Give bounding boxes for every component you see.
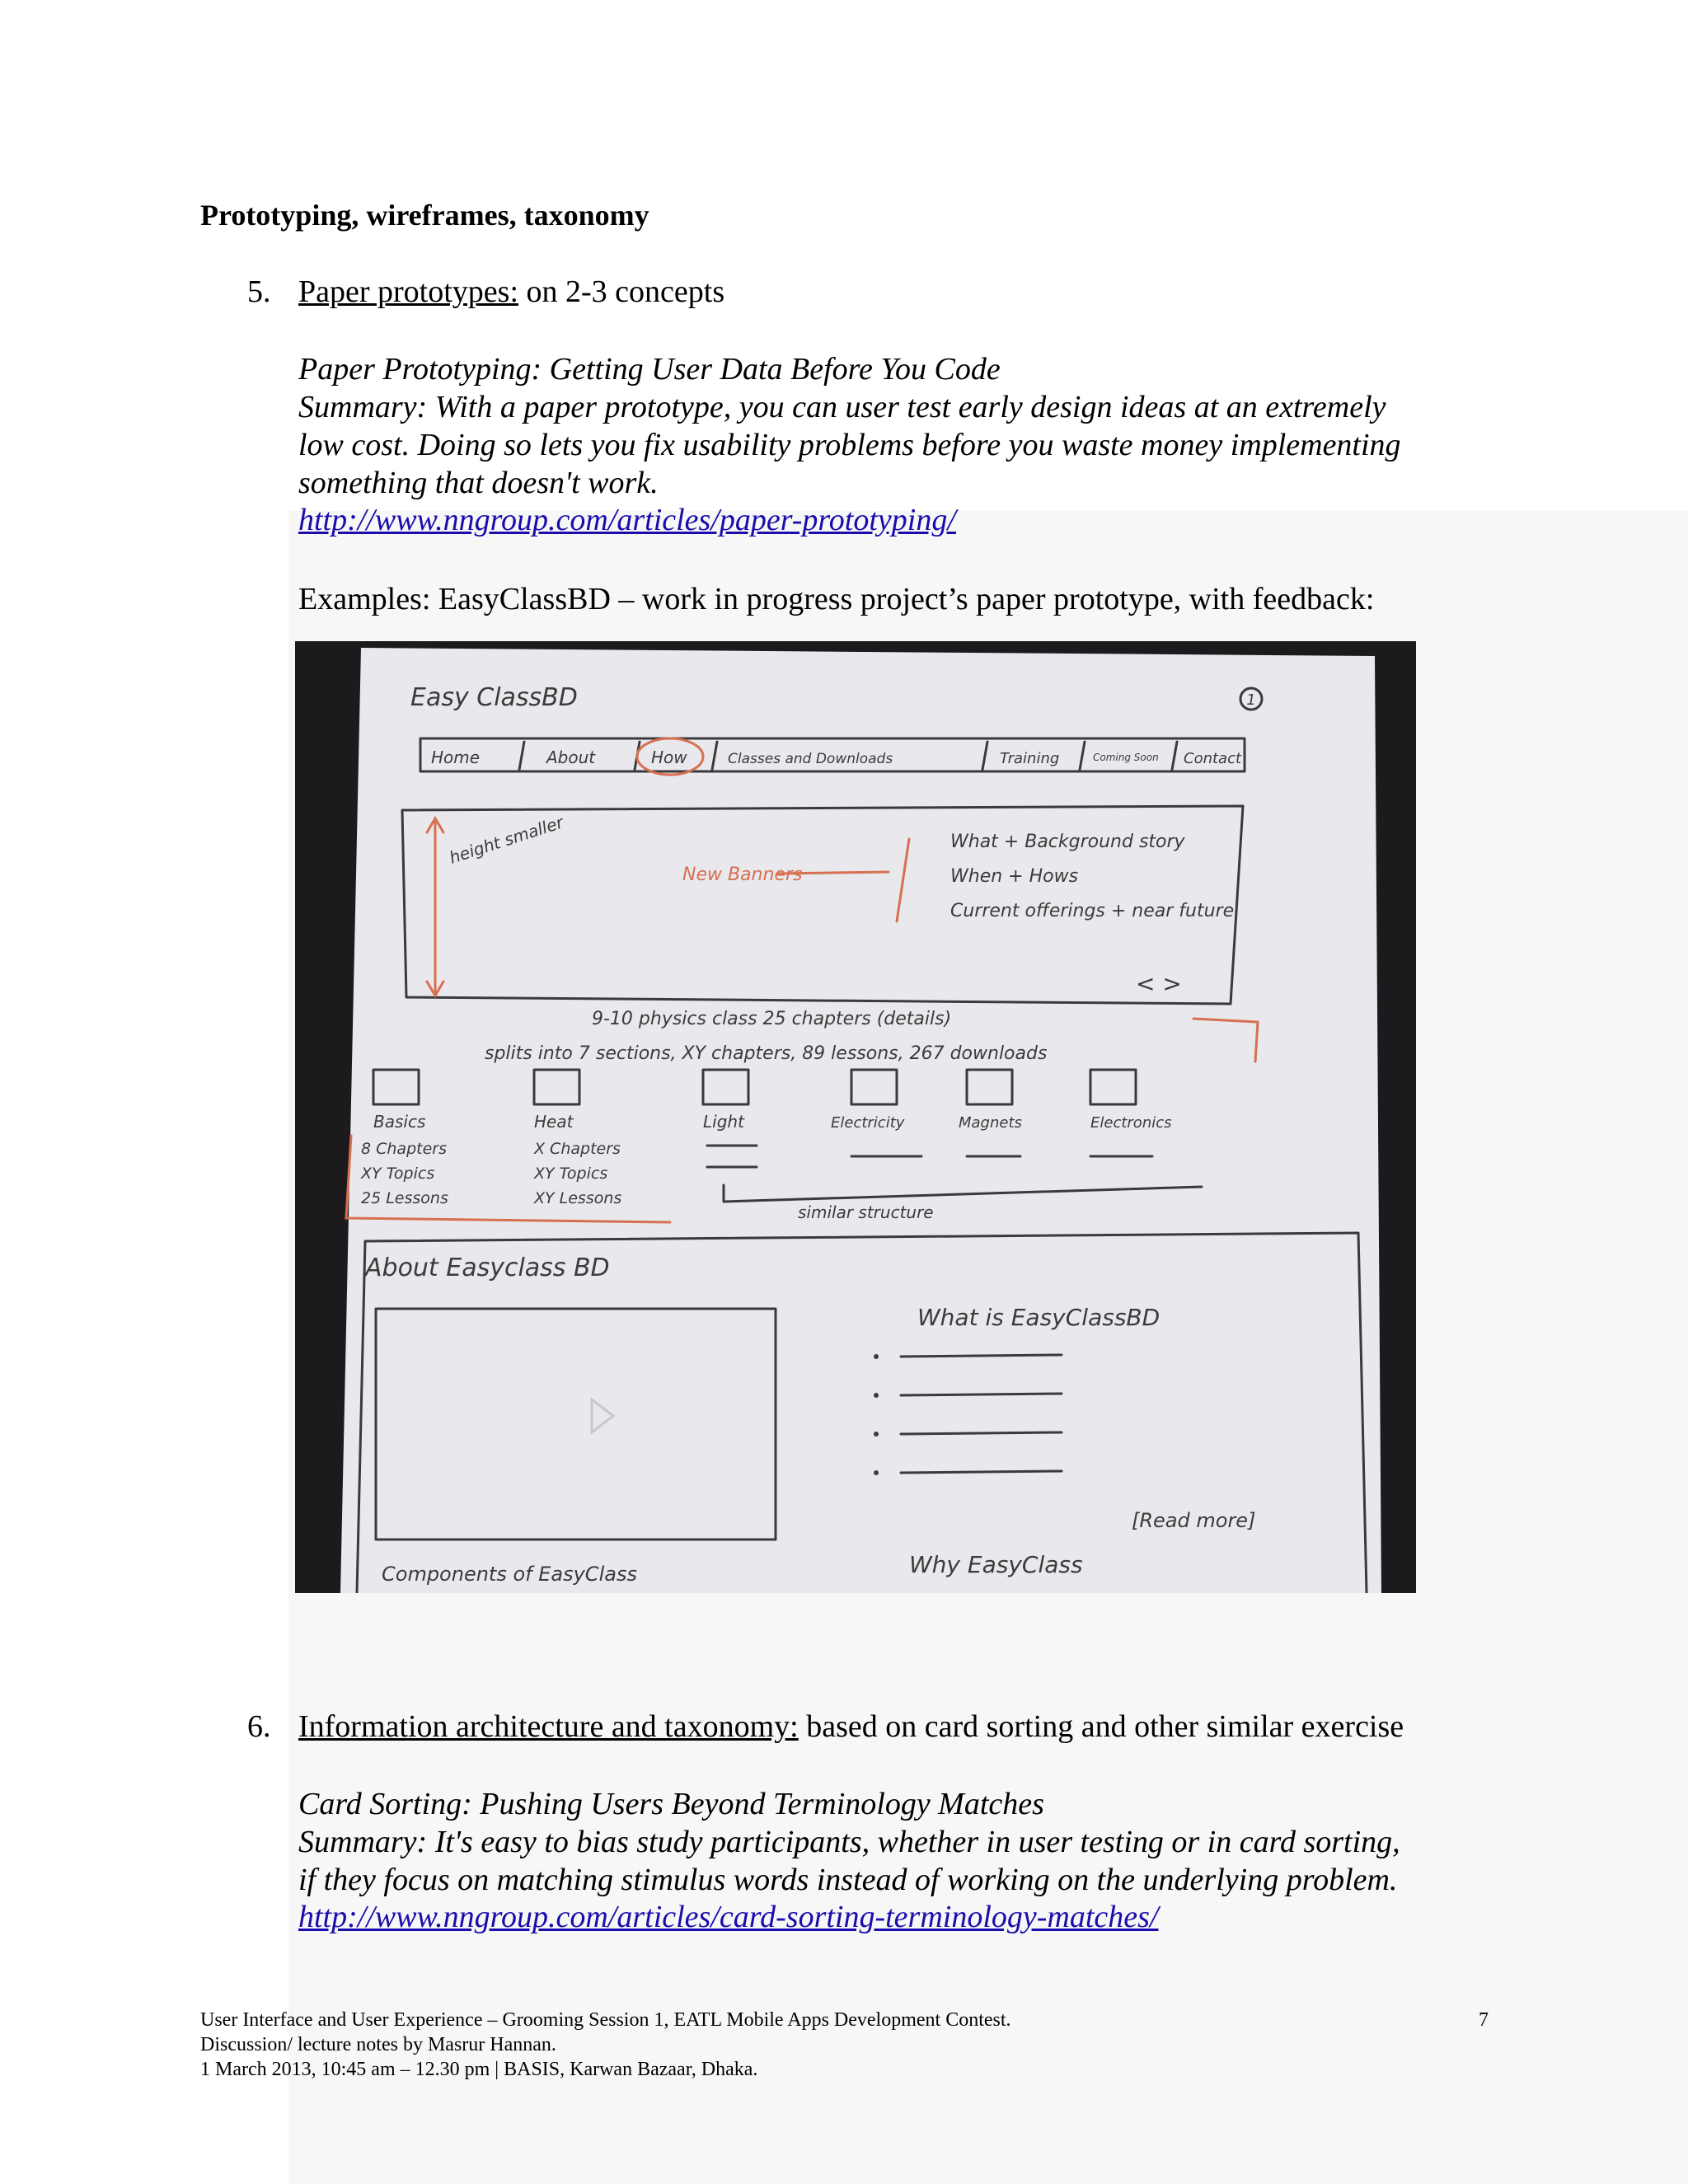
sketch-summary-line-1: 9-10 physics class 25 chapters (details) <box>592 1009 952 1029</box>
item-5-heading <box>298 274 724 310</box>
item-6-summary-line-1: Summary: It's easy to bias study participants, whether in user testing or in card sorting, <box>298 1825 1400 1859</box>
bullet <box>874 1470 879 1475</box>
item-5-article-title: Paper Prototyping: Getting User Data Before You Code <box>298 352 1001 387</box>
bullet-line <box>901 1355 1062 1357</box>
bullet-line <box>901 1394 1062 1395</box>
sketch-subject-heat: Heat <box>534 1112 574 1132</box>
item-6-article-title: Card Sorting: Pushing Users Beyond Terminology Matches <box>298 1787 1044 1821</box>
sketch-read-more: [Read more] <box>1132 1509 1256 1532</box>
sketch-components: Components of EasyClass <box>382 1563 637 1586</box>
item-6-heading <box>298 1708 1404 1745</box>
sketch-heat-topics: XY Topics <box>534 1165 608 1183</box>
banner-pointer-line <box>777 872 889 874</box>
sketch-subject-basics: Basics <box>373 1112 426 1132</box>
sketch-subject-light: Light <box>703 1112 744 1132</box>
item-5-summary-line-1: Summary: With a paper prototype, you can user test early design ideas at an extremely <box>298 390 1386 424</box>
sketch-summary-line-2: splits into 7 sections, XY chapters, 89 lessons, 267 downloads <box>485 1043 1048 1064</box>
sketch-banner-point-1: What + Background story <box>950 832 1185 852</box>
sketch-basics-chapters: 8 Chapters <box>361 1140 447 1158</box>
sketch-nav-classes: Classes and Downloads <box>728 751 893 767</box>
item-5-number: 5. <box>247 274 271 309</box>
bullet-line <box>901 1432 1062 1434</box>
bullet-line <box>901 1471 1062 1473</box>
item-5-summary-line-2: low cost. Doing so lets you fix usability problems before you waste money implementing <box>298 428 1401 462</box>
sketch-banner-arrows: < > <box>1136 970 1182 997</box>
sketch-why: Why EasyClass <box>909 1551 1083 1578</box>
sketch-basics-topics: XY Topics <box>361 1165 435 1183</box>
item-6-link[interactable]: http://www.nngroup.com/articles/card-sorting-terminology-matches/ <box>298 1900 1159 1934</box>
item-6-summary-line-2: if they focus on matching stimulus words instead of working on the underlying problem. <box>298 1863 1398 1897</box>
sketch-nav-training: Training <box>1000 750 1060 767</box>
sketch-about-title: About Easyclass BD <box>365 1254 610 1282</box>
item-5-examples: Examples: EasyClassBD – work in progress project’s paper prototype, with feedback: <box>298 582 1375 616</box>
paper-prototype-photo <box>295 641 1416 1593</box>
item-6-number: 6. <box>247 1709 271 1744</box>
paper-prototype-sketch <box>295 641 1416 1593</box>
section-heading: Prototyping, wireframes, taxonomy <box>200 199 649 232</box>
item-5-title: Paper prototypes: <box>298 274 519 309</box>
item-6-rest: based on card sorting and other similar exercise <box>798 1709 1404 1744</box>
sketch-subject-magnets: Magnets <box>959 1114 1022 1132</box>
sketch-nav-coming-soon: Coming Soon <box>1093 752 1159 763</box>
page-number: 7 <box>1479 2009 1489 2031</box>
item-6-title: Information architecture and taxonomy: <box>298 1709 799 1744</box>
sketch-nav-about: About <box>546 748 596 767</box>
sketch-logo: Easy ClassBD <box>410 683 578 712</box>
footer-line-1: User Interface and User Experience – Grooming Session 1, EATL Mobile Apps Development Contest. <box>200 2009 1011 2031</box>
footer-line-3: 1 March 2013, 10:45 am – 12.30 pm | BASIS, Karwan Bazaar, Dhaka. <box>200 2059 758 2080</box>
item-5-summary-line-3: something that doesn't work. <box>298 466 659 500</box>
bullet <box>874 1432 879 1436</box>
sketch-similar-structure: similar structure <box>798 1202 934 1222</box>
sketch-heat-lessons: XY Lessons <box>534 1189 622 1207</box>
item-5-link[interactable]: http://www.nngroup.com/articles/paper-prototyping/ <box>298 503 956 537</box>
bullet <box>874 1393 879 1398</box>
sketch-nav-contact: Contact <box>1184 750 1242 767</box>
sketch-new-banner: New Banners <box>682 865 803 885</box>
item-5-rest: on 2-3 concepts <box>518 274 725 309</box>
sketch-heat-chapters: X Chapters <box>534 1140 621 1158</box>
sketch-nav-home: Home <box>431 748 481 767</box>
bullet <box>874 1354 879 1359</box>
sketch-what-is: What is EasyClassBD <box>917 1304 1160 1331</box>
footer-line-2: Discussion/ lecture notes by Masrur Hannan. <box>200 2034 556 2055</box>
sketch-nav-how: How <box>651 748 687 767</box>
sketch-banner-point-3: Current offerings + near future <box>950 901 1235 921</box>
sketch-basics-lessons: 25 Lessons <box>361 1189 448 1207</box>
sketch-banner-point-2: When + Hows <box>950 866 1079 887</box>
sketch-subject-electronics: Electronics <box>1090 1114 1172 1132</box>
sketch-page-no: 1 <box>1246 691 1256 709</box>
sketch-height-note: height smaller <box>447 812 566 868</box>
sketch-subject-electricity: Electricity <box>831 1114 905 1132</box>
